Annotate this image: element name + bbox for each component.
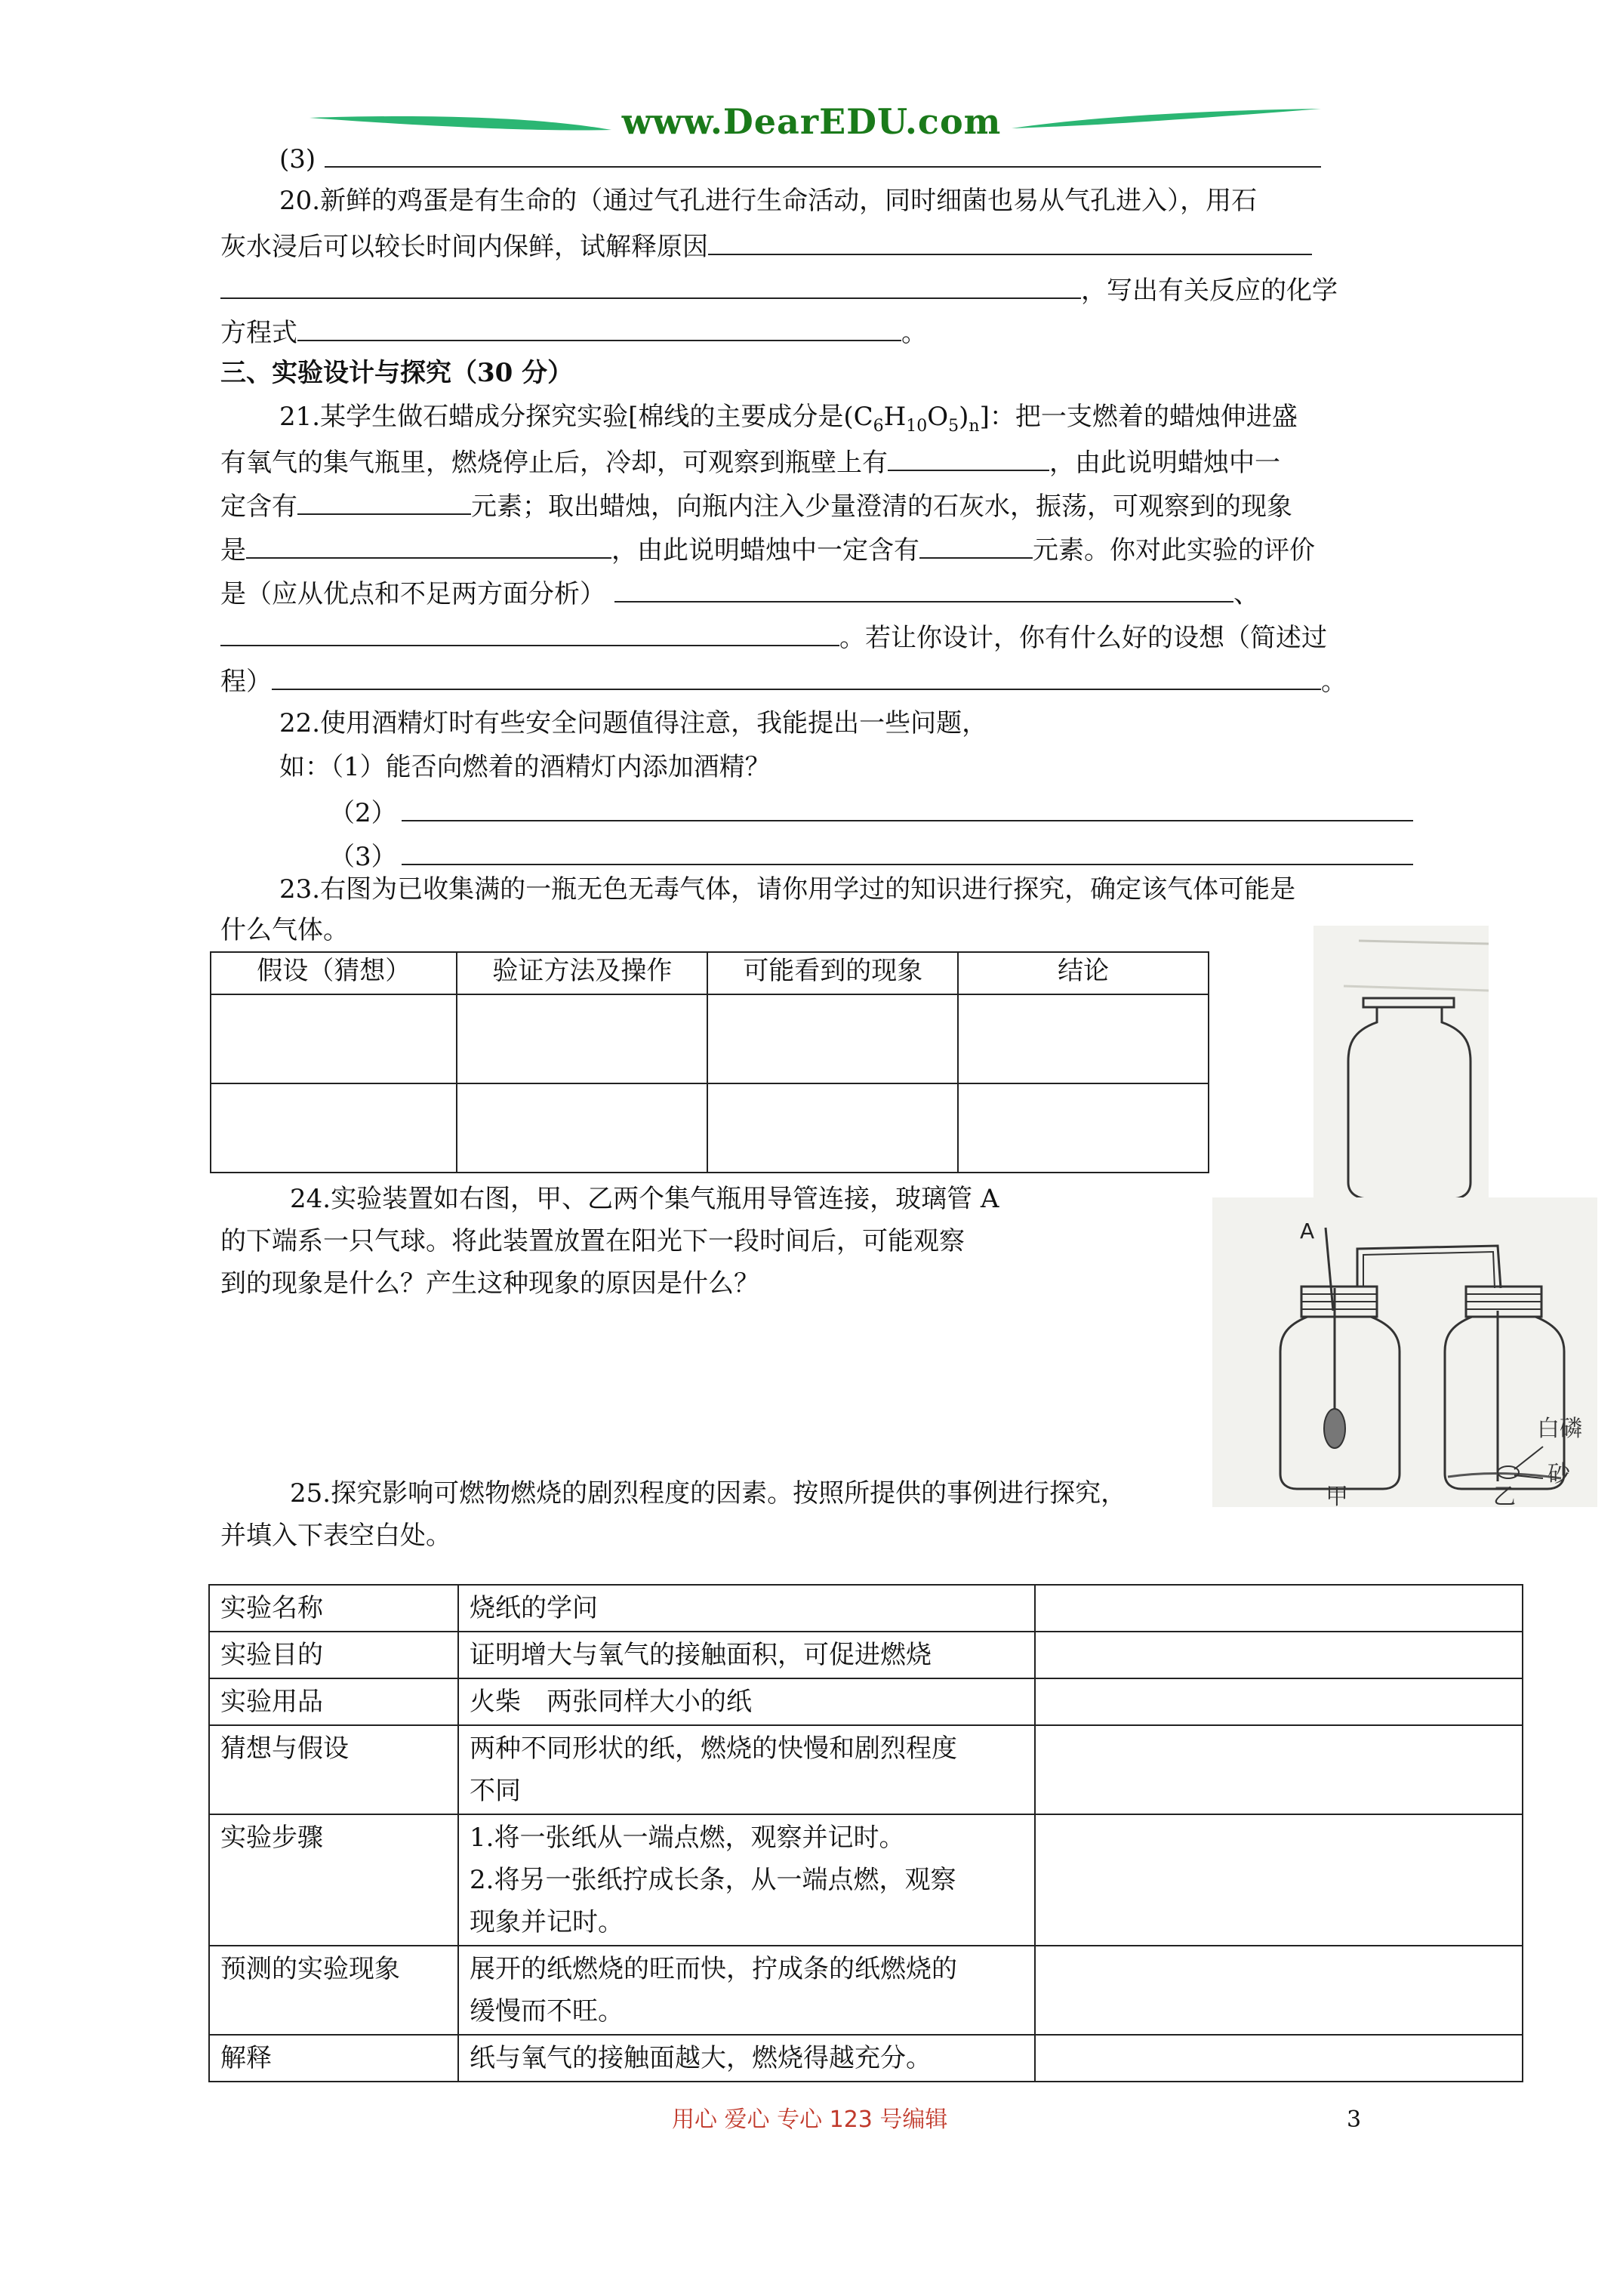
q21-line5 bbox=[220, 575, 1259, 611]
q25-cell-line: 火柴 两张同样大小的纸 bbox=[470, 1687, 752, 1717]
q21-o: O bbox=[927, 402, 949, 432]
q23-cell[interactable] bbox=[958, 994, 1209, 1083]
q21-line4-b: ，由此说明蜡烛中一定含有 bbox=[611, 535, 919, 566]
q23-header-phenomenon: 可能看到的现象 bbox=[707, 952, 958, 994]
q25-row-example bbox=[458, 1946, 1035, 2035]
gas-jar-figure bbox=[1313, 926, 1489, 1199]
q25-cell-line: 证明增大与氧气的接触面积，可促进燃烧 bbox=[470, 1640, 932, 1670]
q21-line3-a: 定含有 bbox=[220, 492, 297, 522]
q21-sub5: 5 bbox=[948, 416, 959, 436]
table-row bbox=[211, 994, 1209, 1083]
q20-line3 bbox=[220, 272, 1338, 307]
q22-item3-label: （3） bbox=[329, 842, 397, 872]
q21-blank-6[interactable] bbox=[220, 619, 839, 646]
q23-cell[interactable] bbox=[707, 994, 958, 1083]
q25-cell-line: 现象并记时。 bbox=[470, 1907, 624, 1937]
q21-line1 bbox=[279, 400, 1298, 443]
q25-table bbox=[208, 1584, 1523, 2082]
q25-cell-line: 纸与氧气的接触面越大，燃烧得越充分。 bbox=[470, 2043, 932, 2073]
section3-title: 三、实验设计与探究（30 分） bbox=[220, 358, 574, 388]
q21-line5-a: 是（应从优点和不足两方面分析） bbox=[220, 579, 605, 609]
q20-reason-blank-2[interactable] bbox=[220, 272, 1081, 299]
q21-subn: n bbox=[969, 416, 980, 436]
q19-item3-blank[interactable] bbox=[325, 140, 1321, 168]
q20-reason-blank[interactable] bbox=[708, 228, 1312, 255]
q22-item3-blank[interactable] bbox=[402, 838, 1413, 865]
q21-line6 bbox=[220, 619, 1327, 655]
q21-line1-b: ]：把一支燃着的蜡烛伸进盛 bbox=[979, 402, 1298, 432]
q23-line2: 什么气体。 bbox=[220, 915, 349, 945]
q25-line1: 25.探究影响可燃物燃烧的剧烈程度的因素。按照所提供的事例进行探究， bbox=[290, 1478, 1127, 1509]
q25-row-label: 实验用品 bbox=[209, 1678, 458, 1725]
q21-line4-c: 元素。你对此实验的评价 bbox=[1033, 535, 1315, 566]
q25-row-answer[interactable] bbox=[1035, 1725, 1523, 1814]
q22-item2-blank[interactable] bbox=[402, 794, 1413, 821]
q21-line4-a: 是 bbox=[220, 535, 246, 566]
q22-item2 bbox=[329, 794, 1413, 830]
q25-row-label: 实验名称 bbox=[209, 1585, 458, 1632]
q20-line2-text: 灰水浸后可以较长时间内保鲜，试解释原因 bbox=[220, 232, 708, 262]
q25-row-answer[interactable] bbox=[1035, 1678, 1523, 1725]
table-row bbox=[209, 1814, 1523, 1946]
q21-sub6: 6 bbox=[873, 416, 884, 436]
q25-row-example bbox=[458, 1632, 1035, 1678]
q23-cell[interactable] bbox=[211, 994, 457, 1083]
q25-row-label: 解释 bbox=[209, 2035, 458, 2082]
table-row bbox=[209, 1585, 1523, 1632]
q25-cell-line: 烧纸的学问 bbox=[470, 1593, 598, 1623]
q23-line1: 23.右图为已收集满的一瓶无色无毒气体，请你用学过的知识进行探究，确定该气体可能是 bbox=[279, 874, 1296, 905]
q19-item3 bbox=[279, 140, 1321, 176]
label-sand: 砂 bbox=[1548, 1461, 1570, 1487]
q25-cell-line: 缓慢而不旺。 bbox=[470, 1996, 624, 2026]
q21-line7-a: 程） bbox=[220, 667, 272, 697]
q23-cell[interactable] bbox=[457, 1083, 707, 1173]
q21-line2-a: 有氧气的集气瓶里，燃烧停止后，冷却，可观察到瓶壁上有 bbox=[220, 448, 888, 478]
q24-line1: 24.实验装置如右图，甲、乙两个集气瓶用导管连接，玻璃管 A bbox=[290, 1184, 999, 1214]
q25-row-label: 猜想与假设 bbox=[209, 1725, 458, 1814]
apparatus-figure bbox=[1212, 1197, 1597, 1507]
q25-row-example bbox=[458, 1814, 1035, 1946]
q25-row-example bbox=[458, 1585, 1035, 1632]
q21-line3 bbox=[220, 488, 1292, 523]
q21-line3-b: 元素；取出蜡烛，向瓶内注入少量澄清的石灰水，振荡，可观察到的现象 bbox=[471, 492, 1292, 522]
q21-blank-5[interactable] bbox=[614, 575, 1233, 603]
q21-line5-b: 、 bbox=[1233, 579, 1259, 609]
q25-cell-line: 1.将一张纸从一端点燃，观察并记时。 bbox=[470, 1823, 905, 1853]
q22-line2: 如：（1）能否向燃着的酒精灯内添加酒精？ bbox=[279, 752, 771, 782]
q25-cell-line: 两种不同形状的纸，燃烧的快慢和剧烈程度 bbox=[470, 1734, 957, 1764]
q25-row-answer[interactable] bbox=[1035, 1814, 1523, 1946]
q23-header-hypothesis: 假设（猜想） bbox=[211, 952, 457, 994]
q21-line4 bbox=[220, 532, 1315, 567]
q25-row-answer[interactable] bbox=[1035, 2035, 1523, 2082]
q20-line3-text: ，写出有关反应的化学 bbox=[1081, 276, 1338, 306]
q25-row-answer[interactable] bbox=[1035, 1632, 1523, 1678]
q25-row-label: 实验步骤 bbox=[209, 1814, 458, 1946]
table-row bbox=[209, 1632, 1523, 1678]
q20-line1: 20.新鲜的鸡蛋是有生命的（通过气孔进行生命活动，同时细菌也易从气孔进入），用石 bbox=[279, 186, 1258, 216]
q25-row-answer[interactable] bbox=[1035, 1585, 1523, 1632]
q21-blank-1[interactable] bbox=[888, 444, 1049, 471]
q21-h: H bbox=[883, 402, 907, 432]
q23-cell[interactable] bbox=[211, 1083, 457, 1173]
q21-line2 bbox=[220, 444, 1280, 479]
q25-line2: 并填入下表空白处。 bbox=[220, 1521, 451, 1551]
q23-table-header-row bbox=[211, 952, 1209, 994]
q20-line4-text: 方程式 bbox=[220, 318, 297, 348]
q25-row-label: 实验目的 bbox=[209, 1632, 458, 1678]
gas-jar-icon bbox=[1313, 926, 1489, 1199]
q25-row-example bbox=[458, 1678, 1035, 1725]
q25-row-example bbox=[458, 1725, 1035, 1814]
q21-line6-b: 。若让你设计，你有什么好的设想（简述过 bbox=[839, 623, 1327, 653]
q20-line4 bbox=[220, 314, 927, 350]
q24-line3: 到的现象是什么？产生这种现象的原因是什么？ bbox=[220, 1268, 759, 1299]
q23-table bbox=[210, 951, 1209, 1173]
label-jia: 甲 bbox=[1326, 1484, 1348, 1507]
q20-equation-blank[interactable] bbox=[297, 314, 901, 341]
q23-cell[interactable] bbox=[958, 1083, 1209, 1173]
q22-line1: 22.使用酒精灯时有些安全问题值得注意，我能提出一些问题， bbox=[279, 708, 988, 738]
table-row bbox=[211, 1083, 1209, 1173]
q21-line2-b: ，由此说明蜡烛中一 bbox=[1049, 448, 1280, 478]
apparatus-icon bbox=[1212, 1197, 1597, 1507]
table-row bbox=[209, 1725, 1523, 1814]
q23-cell[interactable] bbox=[707, 1083, 958, 1173]
q21-blank-3[interactable] bbox=[246, 532, 611, 559]
q21-close: ) bbox=[959, 402, 969, 432]
label-yi: 乙 bbox=[1493, 1484, 1516, 1507]
q19-item3-label: (3) bbox=[279, 144, 316, 174]
table-row bbox=[209, 1946, 1523, 2035]
q21-line7 bbox=[220, 663, 1347, 698]
q21-line1-a: 21.某学生做石蜡成分探究实验[棉线的主要成分是(C bbox=[279, 402, 873, 432]
q21-blank-2[interactable] bbox=[297, 488, 471, 515]
label-phosphorus: 白磷 bbox=[1537, 1416, 1582, 1442]
q25-row-example bbox=[458, 2035, 1035, 2082]
q23-header-method: 验证方法及操作 bbox=[457, 952, 707, 994]
q25-row-label: 预测的实验现象 bbox=[209, 1946, 458, 2035]
q20-line2 bbox=[220, 228, 1312, 264]
q21-blank-4[interactable] bbox=[919, 532, 1033, 559]
q21-blank-7[interactable] bbox=[272, 663, 1321, 690]
q23-header-conclusion: 结论 bbox=[958, 952, 1209, 994]
footer-text: 用心 爱心 专心 123 号编辑 bbox=[672, 2106, 948, 2133]
q23-cell[interactable] bbox=[457, 994, 707, 1083]
q20-line4-end: 。 bbox=[901, 318, 927, 348]
page-number: 3 bbox=[1347, 2106, 1362, 2133]
table-row bbox=[209, 1678, 1523, 1725]
q25-cell-line: 2.将另一张纸拧成长条，从一端点燃，观察 bbox=[470, 1865, 956, 1895]
q25-cell-line: 不同 bbox=[470, 1776, 521, 1806]
q25-row-answer[interactable] bbox=[1035, 1946, 1523, 2035]
q21-line7-b: 。 bbox=[1321, 667, 1347, 697]
q21-sub10: 10 bbox=[906, 416, 928, 436]
q25-cell-line: 展开的纸燃烧的旺而快，拧成条的纸燃烧的 bbox=[470, 1954, 957, 1984]
table-row bbox=[209, 2035, 1523, 2082]
label-a: A bbox=[1300, 1219, 1315, 1244]
q24-line2: 的下端系一只气球。将此装置放置在阳光下一段时间后，可能观察 bbox=[220, 1226, 965, 1256]
q22-item3 bbox=[329, 838, 1413, 874]
logo-text: www.DearEDU.com bbox=[621, 101, 1002, 142]
q22-item2-label: （2） bbox=[329, 798, 397, 828]
